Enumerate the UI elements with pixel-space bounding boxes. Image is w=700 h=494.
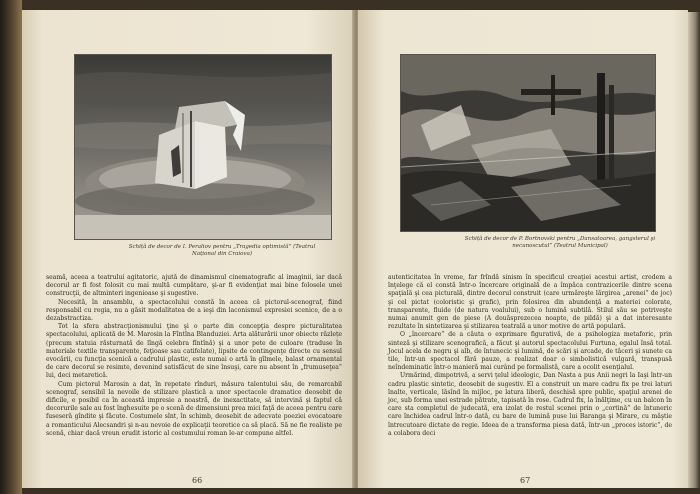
right-illustration-caption: Schiță de decor de P. Bortnovski pentru „Dansatoarea, gangsterul şi necunoscutul” (Teatrul Municipal) bbox=[464, 236, 656, 249]
left-illustration-caption: Schiță de decor de I. Peraliov pentru „Tragedia optimistă” (Teatrul Național din Craiova) bbox=[128, 244, 316, 257]
right-paragraph: Urmărind, dimpotrivă, a servi ţelul ideologic, Dan Nasta a pus Anii negri la Iaşi într-un cadru plastic sintetic, deosebit de sugestiv. El a construit un mare cadru fix pe trei laturi înalte, verticale, lăsînd în mijloc, pe latura liberă, deschisă spre public, spaţiul arenei de joc, sub forma unei estrade pătrate, tapisată în rose. Cadrul fix, la înălţime, cu un balcon în care sta completul de judecată, era izolat de restul scenei prin o „cortină” de întuneric care închidea cadrul într-o dată, cu bare de lumină puse lui Baranga şi Mirare, cu măştie întrecutoare dictate de regie. Ideea de a transforma piesa dată, într-un „proces istoric”, de a colabora deci bbox=[388, 372, 672, 437]
left-page-number: 66 bbox=[192, 476, 203, 485]
right-paragraph: O „încercare” de a căuta o exprimare figurativă, de a psihologiza metaforic, prin sinteză şi stilizare scenografică, a făcut şi autorul spectacolului Furtuna, egalul însă total. Jocul acela de negru şi alb, de întunecic şi lumină, de scări şi arcade, de tăceri şi sunete ca tile, într-un spectacol fără pauze, a realizat doar o simbolistică vulgară, transpusă neîndeminatic într-o manieră mai curând pe formalistă, care a ocolit esenţialul. bbox=[388, 331, 672, 372]
right-body-text bbox=[388, 274, 672, 438]
book-page-edges bbox=[688, 12, 700, 488]
left-paragraph: seamă, aceea a teatrului agitatoric, ajută de dinamismul cinematografic al imaginii, iar dacă decorul ar fi fost folosit cu mai multă cumpătare, şi-ar fi evidenţiat mai bine folosele unei construcţii, de altminteri ingenioase şi sugestive. bbox=[46, 274, 342, 298]
right-paragraph: autenticitatea în vreme, far frîndă sinism în specificul creaţiei acestui artist, credem a înţelege că el constă într-o încercare originală de a împăca contrazicerile dintre scena spaţială şi cea picturală, dintre decorul construit (care urmăreşte lărgirea „arenei” de joc) şi cel pictat (coloristic şi grafic), prin folosirea din abundenţă a materiei colorate, transparente, fluide (de natura voalului), sub o lumină subtilă. Stilul său se potriveşte numai anumit gen de piese (A douăsprezecea noapte, de pildă) şi a dat interesante rezultate în sintetizarea şi stilizarea teatrală a unor motive de artă populară. bbox=[388, 274, 672, 331]
book-cover-edge bbox=[0, 0, 22, 494]
right-page-number: 67 bbox=[520, 476, 531, 485]
left-paragraph: Necesită, în ansamblu, a spectacolului constă în aceea că pictorul-scenograf, fiind responsabil cu regia, nu a găsit modalitatea de a ieşi din laconismul expresiei scenice, de a o dezabstractiza. bbox=[46, 298, 342, 323]
left-paragraph: Tot la sfera abstracţionismului ţine şi o parte din concepţia despre picturalitatea spectacolului, aplicată de M. Marosin la Fîntîna Blanduziei. Arta alăturării unor obiecte răzlețe (precum statuia răsturnată de lîngă celebra fîntînă) şi a unor pete de culoare (traduse în materiale textile transparente, feţioase sau catifelate), lipsite de contingenţe directe cu sensul evocării, cu funcţia scenică a cadrului plastic, este numai o artă în gîlmele, balast ornamental de care decorul se resimte, devenind satisfăcut de sine însuşi, care nu absent în „frumuseţea” lui, deci metaretică. bbox=[46, 323, 342, 380]
right-illustration bbox=[400, 54, 656, 232]
left-paragraph: Cum pictorul Marosin a dat, în repetate rînduri, măsura talentului său, de remarcabil scenograf, sensibil la nevoile de stilizare plastică a unor spectacole dramatice deosebit de dificile, e posibil ca în această impresie a noastră, de inexactitate, să intervină şi faptul că decorurile sale au fost înghesuite pe o scenă de dimensiuni prea mici faţă de aceea pentru care fuseseră gîndite şi făcute. Costumele sînt, în schimb, deosebit de adecvate poeziei evocatoare a romanticului Alecsandri şi n-au nevoie de explicaţii teoretice ca să placă. Să ne fie realiste pe scenă, chiar dacă vreun erudit istoric al costumului roman le-ar compune altfel. bbox=[46, 380, 342, 437]
left-body-text bbox=[46, 274, 342, 438]
left-page bbox=[22, 10, 356, 488]
stage-set-sketch bbox=[75, 55, 331, 239]
right-page bbox=[358, 10, 688, 488]
stage-set-sketch-dark bbox=[401, 55, 655, 231]
left-illustration bbox=[74, 54, 332, 240]
